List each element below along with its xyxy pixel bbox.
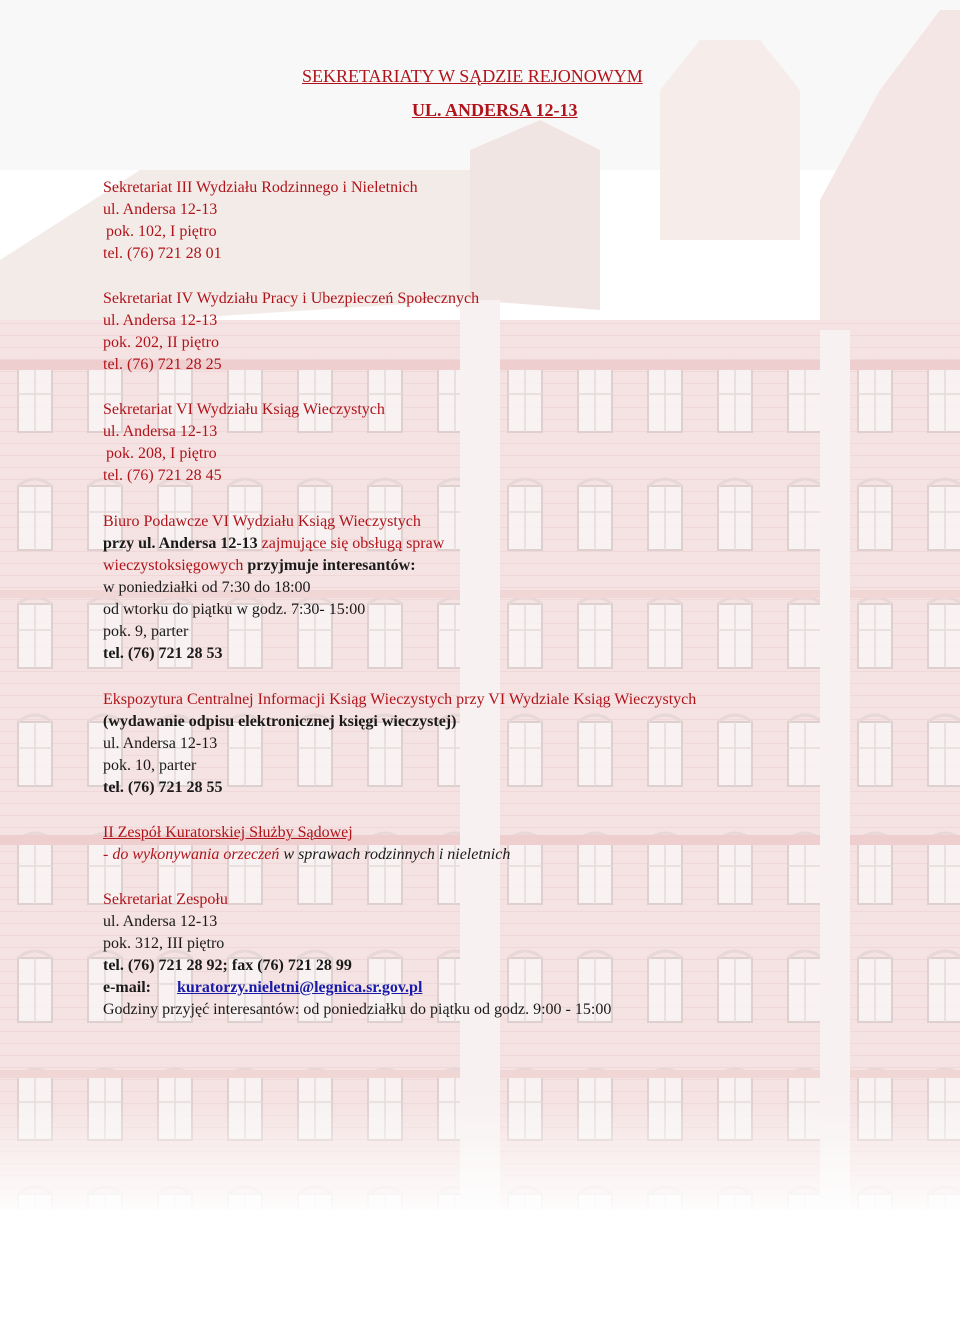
section-6-description-a: - do wykonywania orzeczeń (103, 846, 284, 863)
section-4-title: Biuro Podawcze VI Wydziału Ksiąg Wieczystych (103, 513, 421, 530)
section-1-street: ul. Andersa 12-13 (103, 201, 218, 218)
section-6-email-label: e-mail: (103, 979, 151, 996)
section-1-title: Sekretariat III Wydziału Rodzinnego i Nieletnich (103, 179, 418, 196)
section-5-room: pok. 10, parter (103, 757, 197, 774)
section-4-line-1-address: przy ul. Andersa 12-13 (103, 535, 262, 552)
page-subtitle-address: UL. ANDERSA 12-13 (412, 100, 578, 120)
section-6-street: ul. Andersa 12-13 (103, 913, 218, 930)
section-5-street: ul. Andersa 12-13 (103, 735, 218, 752)
section-3-street: ul. Andersa 12-13 (103, 423, 218, 440)
section-6-title: II Zespół Kuratorskiej Służby Sądowej (103, 824, 353, 841)
section-6-email-row (103, 978, 422, 998)
section-4-line-2 (103, 556, 416, 576)
section-6-hours: Godziny przyjęć interesantów: od poniedziałku do piątku od godz. 9:00 - 15:00 (103, 1001, 612, 1018)
section-4-hours-rest: od wtorku do piątku w godz. 7:30- 15:00 (103, 601, 366, 618)
section-4-line-2-accepts: przyjmuje interesantów: (247, 557, 416, 574)
section-2-room: pok. 202, II piętro (103, 334, 219, 351)
section-3-phone: tel. (76) 721 28 45 (103, 467, 222, 484)
section-6-subtitle: Sekretariat Zespołu (103, 891, 228, 908)
section-5-note: (wydawanie odpisu elektronicznej księgi wieczystej) (103, 713, 457, 730)
section-3-room: pok. 208, I piętro (106, 445, 217, 462)
section-1-phone: tel. (76) 721 28 01 (103, 245, 222, 262)
section-5-title: Ekspozytura Centralnej Informacji Ksiąg Wieczystych przy VI Wydziale Ksiąg Wieczystych (103, 691, 697, 708)
section-4-phone: tel. (76) 721 28 53 (103, 645, 223, 662)
section-4-hours-monday: w poniedziałki od 7:30 do 18:00 (103, 579, 311, 596)
section-2-title: Sekretariat IV Wydziału Pracy i Ubezpieczeń Społecznych (103, 290, 480, 307)
section-6-description (103, 845, 510, 865)
section-3-title: Sekretariat VI Wydziału Ksiąg Wieczystych (103, 401, 385, 418)
section-1-room: pok. 102, I piętro (106, 223, 217, 240)
section-2-street: ul. Andersa 12-13 (103, 312, 218, 329)
section-2-phone: tel. (76) 721 28 25 (103, 356, 222, 373)
section-6-email-link[interactable]: kuratorzy.nieletni@legnica.sr.gov.pl (176, 979, 423, 996)
section-6-description-b: w sprawach rodzinnych i nieletnich (283, 846, 511, 863)
section-4-line-1-desc: zajmujące się obsługą spraw (261, 535, 445, 552)
page-title: SEKRETARIATY W SĄDZIE REJONOWYM (302, 66, 643, 86)
section-4-line-2-desc: wieczystoksięgowych (103, 557, 248, 574)
section-6-phone-fax: tel. (76) 721 28 92; fax (76) 721 28 99 (103, 957, 352, 974)
section-4-line-1 (103, 534, 444, 554)
section-5-phone: tel. (76) 721 28 55 (103, 779, 223, 796)
section-6-room: pok. 312, III piętro (103, 935, 225, 952)
section-4-room: pok. 9, parter (103, 623, 189, 640)
